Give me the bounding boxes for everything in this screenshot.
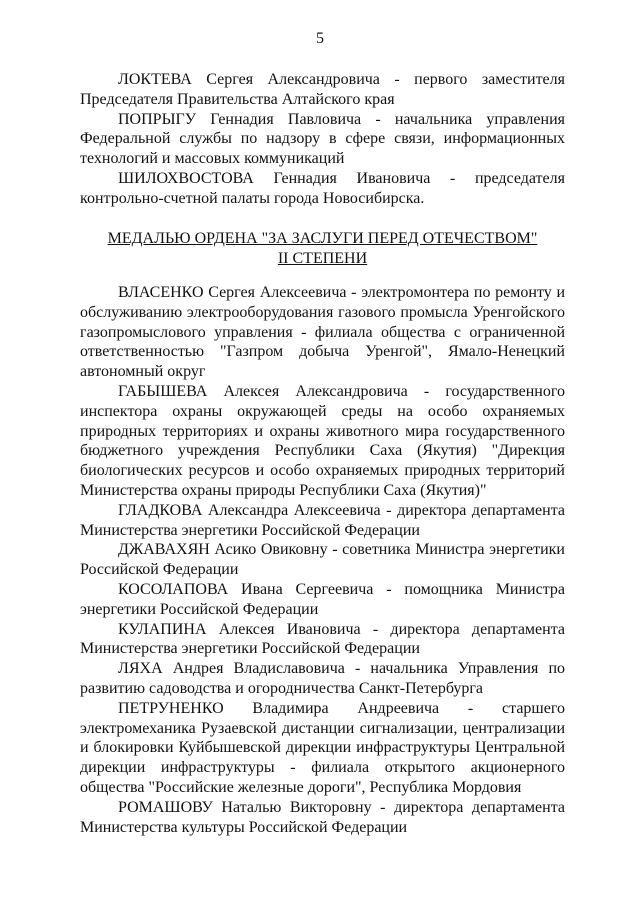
- awardee-entry: ДЖАВАХЯН Асико Овиковну - советника Министра энергетики Российской Федерации: [80, 541, 565, 579]
- award-heading-line1: МЕДАЛЬЮ ОРДЕНА "ЗА ЗАСЛУГИ ПЕРЕД ОТЕЧЕСТВОМ": [107, 230, 538, 247]
- awardee-entry: КОСОЛАПОВА Ивана Сергеевича - помощника Министра энергетики Российской Федерации: [80, 580, 565, 618]
- awardee-list-previous: [80, 70, 565, 209]
- awardee-entry: КУЛАПИНА Алексея Ивановича - директора департамента Министерства энергетики Российской Федерации: [80, 620, 565, 658]
- awardee-entry: ШИЛОХВОСТОВА Геннадия Ивановича - председателя контрольно-счетной палаты города Новосибирска.: [80, 169, 565, 207]
- awardee-entry: ЛЯХА Андрея Владиславовича - начальника Управления по развитию садоводства и огородничества Санкт-Петербурга: [80, 660, 565, 697]
- page-number: 5: [316, 30, 324, 47]
- awardee-entry: ПЕТРУНЕНКО Владимира Андреевича - старшего электромеханика Рузаевской дистанции сигнализации, централизации и блокировки Куйбышевской дирекции инфраструктуры Центральной дирекции инфраструктуры - филиала открытого акционерного общества "Российские железные дороги", Республика Мордовия: [80, 699, 565, 796]
- awardee-list-medal: [80, 283, 565, 837]
- awardee-entry: РОМАШОВУ Наталью Викторовну - директора департамента Министерства культуры Российской Федерации: [80, 798, 565, 836]
- award-heading: [80, 229, 565, 269]
- awardee-entry: ВЛАСЕНКО Сергея Алексеевича - электромонтера по ремонту и обслуживанию электрооборудования газового промысла Уренгойского газопромыслового управления - филиала общества с ограниченной ответственностью "Газпром добыча Уренгой", Ямало-Ненецкий автономный округ: [80, 284, 565, 381]
- awardee-entry: ГАБЫШЕВА Алексея Александровича - государственного инспектора охраны окружающей среды на особо охраняемых природных территориях и охраны животного мира государственного бюджетного учреждения Республики Саха (Якутия) "Дирекция биологических ресурсов и особо охраняемых природных территорий Министерства охраны природы Республики Саха (Якутия)": [80, 382, 565, 499]
- awardee-entry: ГЛАДКОВА Александра Алексеевича - директора департамента Министерства энергетики Российской Федерации: [80, 501, 565, 539]
- award-heading-line2: II СТЕПЕНИ: [277, 249, 368, 267]
- awardee-entry: ПОПРЫГУ Геннадия Павловича - начальника управления Федеральной службы по надзору в сфере связи, информационных технологий и массовых коммуникаций: [80, 110, 565, 168]
- awardee-entry: ЛОКТЕВА Сергея Александровича - первого заместителя Председателя Правительства Алтайского края: [80, 71, 565, 108]
